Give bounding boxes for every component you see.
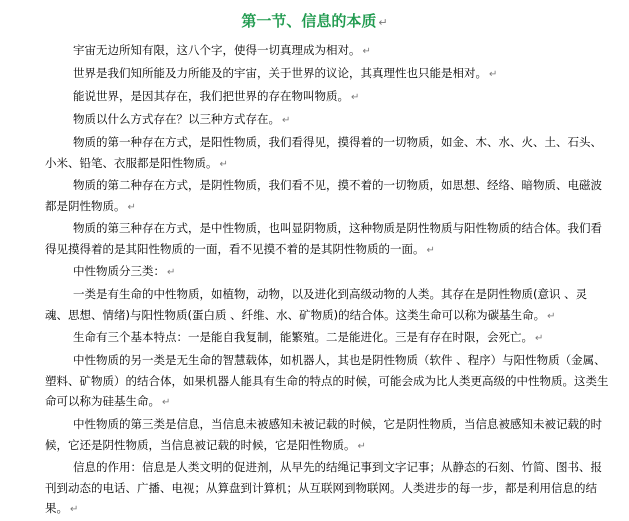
paragraph-text: 中性物质的另一类是无生命的智慧载体，如机器人，其也是阴性物质（软件 、程序）与阳性物质（金属、塑料、矿物质）的结合体，如果机器人能具有生命的特点的时候，可能会成为比人类更高级的中性物质。这类生命可以称为硅基生命。 — [45, 353, 609, 408]
paragraph-7 — [45, 218, 610, 261]
paragraph-text: 中性物质的第三类是信息，当信息未被感知未被记载的时候，它是阴性物质，当信息被感知未被记载的时候，它还是阴性物质，当信息被记载的时候，它是阳性物质。 — [45, 417, 602, 452]
paragraph-mark-icon: ↵ — [167, 267, 176, 278]
paragraph-mark-icon: ↵ — [362, 46, 371, 57]
paragraph-text: 生命有三个基本特点：一是能自我复制，能繁殖。二是能进化。三是有存在时限，会死亡。 — [73, 330, 533, 344]
paragraph-mark-icon: ↵ — [162, 397, 171, 408]
paragraph-mark-icon: ↵ — [219, 158, 228, 170]
paragraph-text: 信息的作用：信息是人类文明的促进剂，从早先的结绳记事到文字记事；从静态的石刻、竹简、图书、报刊到动态的电话、广播、电视；从算盘到计算机；从互联网到物联网。人类进步的每一步，都是利用信息的结果。 — [45, 460, 602, 515]
paragraph-mark-icon: ↵ — [70, 504, 79, 515]
paragraph-mark-icon: ↵ — [351, 92, 360, 103]
section-title-text: 第一节、信息的本质 — [241, 12, 377, 30]
paragraph-text: 宇宙无边所知有限，这八个字，使得一切真理成为相对。 — [73, 43, 361, 57]
paragraph-mark-icon: ↵ — [282, 115, 291, 126]
paragraph-3 — [45, 86, 610, 109]
paragraph-1 — [45, 40, 610, 63]
paragraph-2 — [45, 63, 610, 86]
paragraph-text: 能说世界，是因其存在，我们把世界的存在物叫物质。 — [73, 89, 349, 103]
paragraph-5 — [45, 132, 610, 175]
paragraph-text: 物质的第二种存在方式，是阴性物质，我们看不见，摸不着的一切物质，如思想、经络、暗物质、电磁波都是阴性物质。 — [45, 178, 602, 213]
paragraph-9 — [45, 284, 610, 327]
paragraph-text: 世界是我们知所能及力所能及的宇宙，关于世界的议论，其真理性也只能是相对。 — [73, 66, 487, 80]
paragraph-mark-icon: ↵ — [489, 69, 498, 80]
paragraph-text: 中性物质分三类： — [73, 264, 165, 278]
paragraph-8 — [45, 261, 610, 284]
paragraph-10 — [45, 327, 610, 350]
paragraph-12 — [45, 414, 610, 457]
paragraph-13 — [45, 457, 610, 521]
paragraph-text: 一类是有生命的中性物质，如植物，动物，以及进化到高级动物的人类。其存在是阴性物质(意识 、灵魂、思想、情绪)与阳性物质(蛋白质 、纤维、水、矿物质)的结合体。这类生命可以称为碳基生命。 — [45, 287, 588, 322]
paragraph-text: 物质的第三种存在方式，是中性物质，也叫显阴物质，这种物质是阴性物质与阳性物质的结合体。我们看得见摸得着的是其阳性物质的一面，看不见摸不着的是其阴性物质的一面。 — [45, 221, 602, 256]
paragraph-4 — [45, 109, 610, 132]
paragraph-11 — [45, 350, 610, 414]
paragraph-text: 物质的第一种存在方式，是阳性物质，我们看得见，摸得着的一切物质，如金、木、水、火、土、石头、小米、铅笔、衣服都是阳性物质。 — [45, 135, 602, 170]
section-title — [0, 10, 629, 34]
paragraph-text: 物质以什么方式存在？以三种方式存在。 — [73, 112, 280, 126]
paragraph-mark-icon: ↵ — [127, 201, 136, 213]
paragraph-mark-icon: ↵ — [378, 16, 388, 29]
paragraph-mark-icon: ↵ — [535, 333, 544, 344]
paragraph-mark-icon: ↵ — [357, 440, 366, 452]
paragraph-6 — [45, 175, 610, 218]
paragraph-mark-icon: ↵ — [426, 244, 435, 256]
paragraph-mark-icon: ↵ — [547, 310, 556, 322]
